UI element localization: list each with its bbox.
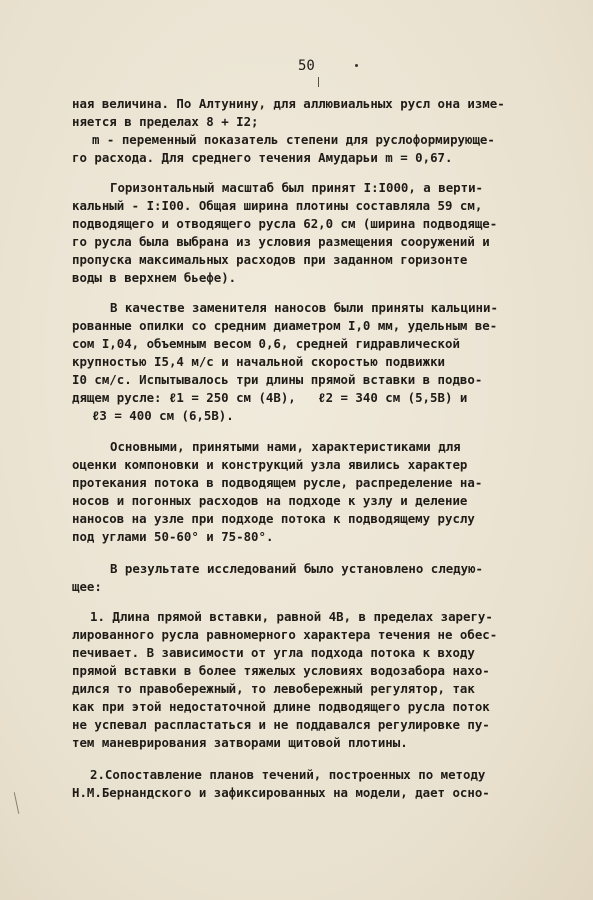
text-line: сом I,04, объемным весом 0,6, средней гидравлической <box>72 336 460 351</box>
text-line: m - переменный показатель степени для руслоформирующе- <box>92 132 495 147</box>
text-line: дился то правобережный, то левобережный регулятор, так <box>72 681 475 696</box>
text-line: печивает. В зависимости от угла подхода потока к входу <box>72 645 475 660</box>
text-line: носов и погонных расходов на подходе к узлу и деление <box>72 493 468 508</box>
text-line: го русла была выбрана из условия размещения сооружений и <box>72 234 490 249</box>
text-line: тем маневрирования затворами щитовой плотины. <box>72 735 408 750</box>
text-line: рованные опилки со средним диаметром I,0 мм, удельным ве- <box>72 318 498 333</box>
text-line: оценки компоновки и конструкций узла явились характер <box>72 457 468 472</box>
text-line: не успевал распластаться и не поддавался регулировке пу- <box>72 717 490 732</box>
page-number: 50 <box>298 58 315 74</box>
text-line: Основными, принятыми нами, характеристиками для <box>110 439 461 454</box>
text-line: воды в верхнем бьефе). <box>72 270 237 285</box>
text-line: Горизонтальный масштаб был принят I:I000, а верти- <box>110 180 483 195</box>
text-line: няется в пределах 8 + I2; <box>72 114 259 129</box>
text-line: лированного русла равномерного характера течения не обес- <box>72 627 498 642</box>
text-line: как при этой недостаточной длине подводящего русла поток <box>72 699 490 714</box>
text-line: 2.Сопоставление планов течений, построенных по методу <box>90 767 486 782</box>
text-line: подводящего и отводящего русла 62,0 см (ширина подводяще- <box>72 216 498 231</box>
text-line: Н.М.Бернандского и зафиксированных на модели, дает осно- <box>72 785 490 800</box>
text-line: пропуска максимальных расходов при заданном горизонте <box>72 252 468 267</box>
text-line: го расхода. Для среднего течения Амударьи m = 0,67. <box>72 150 453 165</box>
text-line: 1. Длина прямой вставки, равной 4В, в пределах зарегу- <box>90 609 493 624</box>
text-line: дящем русле: ℓ1 = 250 см (4В), ℓ2 = 340 см (5,5В) и <box>72 390 468 405</box>
text-line: I0 см/с. Испытывалось три длины прямой вставки в подво- <box>72 372 483 387</box>
text-line: ная величина. По Алтунину, для аллювиальных русл она изме- <box>72 96 505 111</box>
text-line: щее: <box>72 579 102 594</box>
text-line: протекания потока в подводящем русле, распределение на- <box>72 475 483 490</box>
text-line: под углами 50-60° и 75-80°. <box>72 529 274 544</box>
text-line: кальный - I:I00. Общая ширина плотины составляла 59 см, <box>72 198 483 213</box>
text-line: крупностью I5,4 м/с и начальной скоростью подвижки <box>72 354 445 369</box>
text-line: В качестве заменителя наносов были приняты кальцини- <box>110 300 498 315</box>
text-line: В результате исследований было установлено следую- <box>110 561 483 576</box>
text-line: ℓ3 = 400 см (6,5В). <box>92 408 234 423</box>
text-line: прямой вставки в более тяжелых условиях водозабора нахо- <box>72 663 490 678</box>
text-line: наносов на узле при подходе потока к подводящему руслу <box>72 511 475 526</box>
